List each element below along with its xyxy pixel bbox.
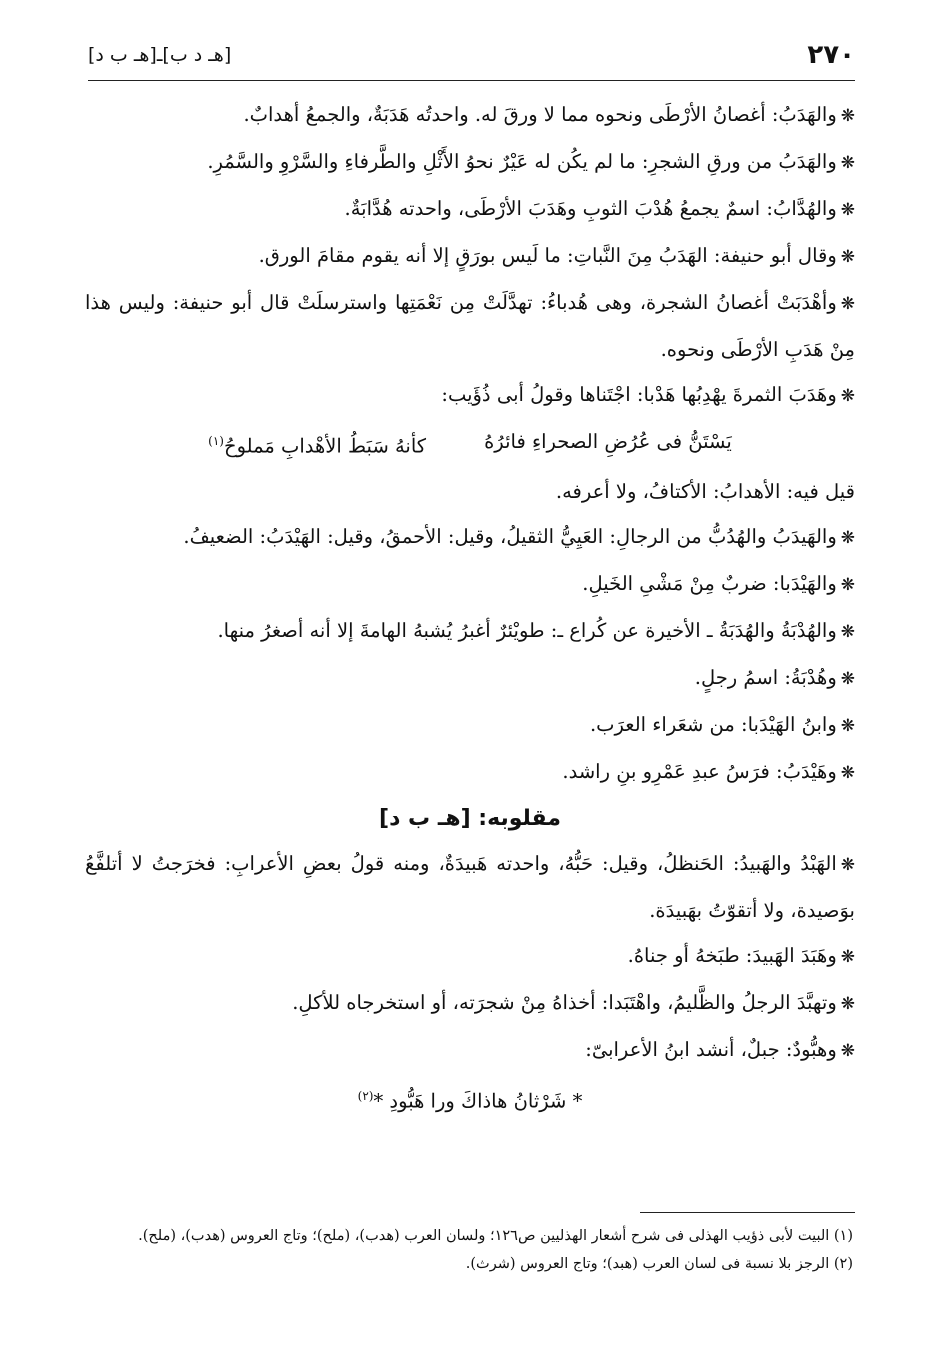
entry-16: ❋وتهبَّدَ الرجلُ والظَّليمُ، واهْتَبَدا: أخذاهُ مِنْ شجرَته، أو استخرجاه للأكلِ. — [292, 990, 855, 1014]
footnote-ref[interactable]: (٢) — [357, 1088, 374, 1103]
entry-6: ❋وهَدَبَ الثمرةَ يهْدِبُها هَدْبا: اجْتَناها وقولُ أبى ذُؤَيب: — [441, 383, 855, 406]
page-number: ٢٧٠ — [807, 40, 855, 70]
entry-9: ❋والهَيْدَبا: ضربٌ مِنْ مَشْىِ الخَيلِ. — [582, 571, 855, 595]
entry-marker-icon: ❋ — [840, 946, 855, 967]
entry-marker-icon: ❋ — [840, 1040, 855, 1061]
entry-17: ❋وهبُّودٌ: جبلٌ، أنشد ابنُ الأعرابىّ: — [585, 1037, 855, 1061]
footnotes — [88, 1222, 853, 1278]
entry-marker-icon: ❋ — [840, 294, 855, 314]
main-text — [85, 92, 855, 1123]
rajaz-verse: * شَرْثانُ هاذاكَ ورا هَبُّودِ *$^{(٢)}$ — [357, 1088, 583, 1112]
entry-8: ❋والهَيدَبُ والهُدُبُّ من الرجالِ: العَيِيُّ الثقيلُ، وقيل: الأحمقُ، وقيل: الهَيْدَبُ: الضعيفُ. — [183, 524, 855, 548]
verse-hemistich-right: يَسْتَنُّ فى عُرُضِ الصحراءِ فائرُهُ — [484, 430, 732, 453]
entry-marker-icon: ❋ — [840, 200, 855, 220]
entry-5: ❋وأهْدَبَتْ أغصانُ الشجرة، وهى هُدباءُ: تهدَّلَتْ مِن نَعْمَتِها واسترسلَتْ قال أبو حنيفة: وليس هذا مِنْ هَدَبِ الأرْطَى ونحوه. — [85, 291, 855, 361]
entry-13: ❋وهَيْدَبُ: فرَسُ عبدِ عَمْرِو بنِ راشد. — [562, 759, 855, 783]
verse-hemistich-left: كأنهُ سَبَطُ الأهْدابِ مَملوحُ$^{(١)}$ — [208, 434, 427, 458]
entry-12: ❋وابنُ الهَيْدَبا: من شعَراء العرَب. — [589, 712, 855, 736]
section-heading: مقلوبه: [هـ ب د] — [379, 805, 561, 831]
header-divider — [88, 80, 855, 81]
entry-1: ❋والهَدَبُ: أغصانُ الأرْطَى ونحوه مما لا ورقَ له. واحدتُه هَدَبَةٌ، والجمعُ أهدابٌ. — [243, 103, 855, 126]
entry-marker-icon: ❋ — [840, 668, 855, 689]
entry-marker-icon: ❋ — [840, 153, 855, 173]
entry-4: ❋وقال أبو حنيفة: الهَدَبُ مِنَ النَّباتِ: ما لَيس بورَقٍ إلا أنه يقوم مقامَ الورق. — [258, 244, 855, 267]
footnote-2: (٢) الرجز بلا نسبة فى لسان العرب (هبد)؛ وتاج العروس (شرث). — [465, 1256, 853, 1272]
poetry-verse — [85, 419, 855, 469]
entry-marker-icon: ❋ — [840, 574, 855, 595]
entry-marker-icon: ❋ — [840, 106, 855, 126]
entry-2: ❋والهَدَبُ من ورقِ الشجرِ: ما لم يكُن له عَيْرٌ نحوُ الأَثْلِ والطَّرفاءِ والسَّرْوِ والسَّمُرِ. — [207, 150, 855, 173]
footnote-1: (١) البيت لأبى ذؤيب الهذلى فى شرح أشعار الهذليين ص١٢٦؛ ولسان العرب (هدب)، (ملح)؛ وتاج العروس (هدب)، (ملح). — [138, 1228, 853, 1244]
entry-marker-icon: ❋ — [840, 247, 855, 267]
running-head: [هـ د ب]ـ[هـ ب د] — [88, 44, 232, 66]
entry-14: ❋الهَبْدُ والهَبيدُ: الحَنظلُ، وقيل: حَبُّهُ، واحدته هَبيدَةٌ، ومنه قولُ بعضِ الأعرابِ: فخرَجتُ لا أتلفَّعُ بوَصيدة، ولا أتقوّتُ بهَبيدَة. — [85, 851, 855, 922]
entry-marker-icon: ❋ — [840, 527, 855, 548]
footnote-ref[interactable]: (١) — [208, 434, 224, 448]
entry-11: ❋وهُدْبَةُ: اسمُ رجلٍ. — [694, 665, 855, 689]
entry-marker-icon: ❋ — [840, 386, 855, 406]
footnote-divider — [640, 1212, 855, 1213]
entry-marker-icon: ❋ — [840, 854, 855, 875]
entry-7: قيل فيه: الأهدابُ: الأكتافُ، ولا أعرفه. — [555, 479, 855, 503]
entry-3: ❋والهُدَّابُ: اسمٌ يجمعُ هُدْبَ الثوبِ وهَدَبَ الأرْطَى، واحدته هُدَّابَةٌ. — [344, 197, 855, 220]
entry-15: ❋وهَبَدَ الهَبيدَ: طبَخهُ أو جناهُ. — [627, 943, 855, 967]
entry-marker-icon: ❋ — [840, 993, 855, 1014]
entry-marker-icon: ❋ — [840, 762, 855, 783]
entry-marker-icon: ❋ — [840, 621, 855, 642]
page-header — [88, 40, 855, 80]
entry-10: ❋والهُدْبَةُ والهُدَبَةُ ـ الأخيرة عن كُراع ـ: طويْئرٌ أغبرُ يُشبهُ الهامةَ إلا أنه أصغرُ منها. — [217, 618, 855, 642]
entry-marker-icon: ❋ — [840, 715, 855, 736]
